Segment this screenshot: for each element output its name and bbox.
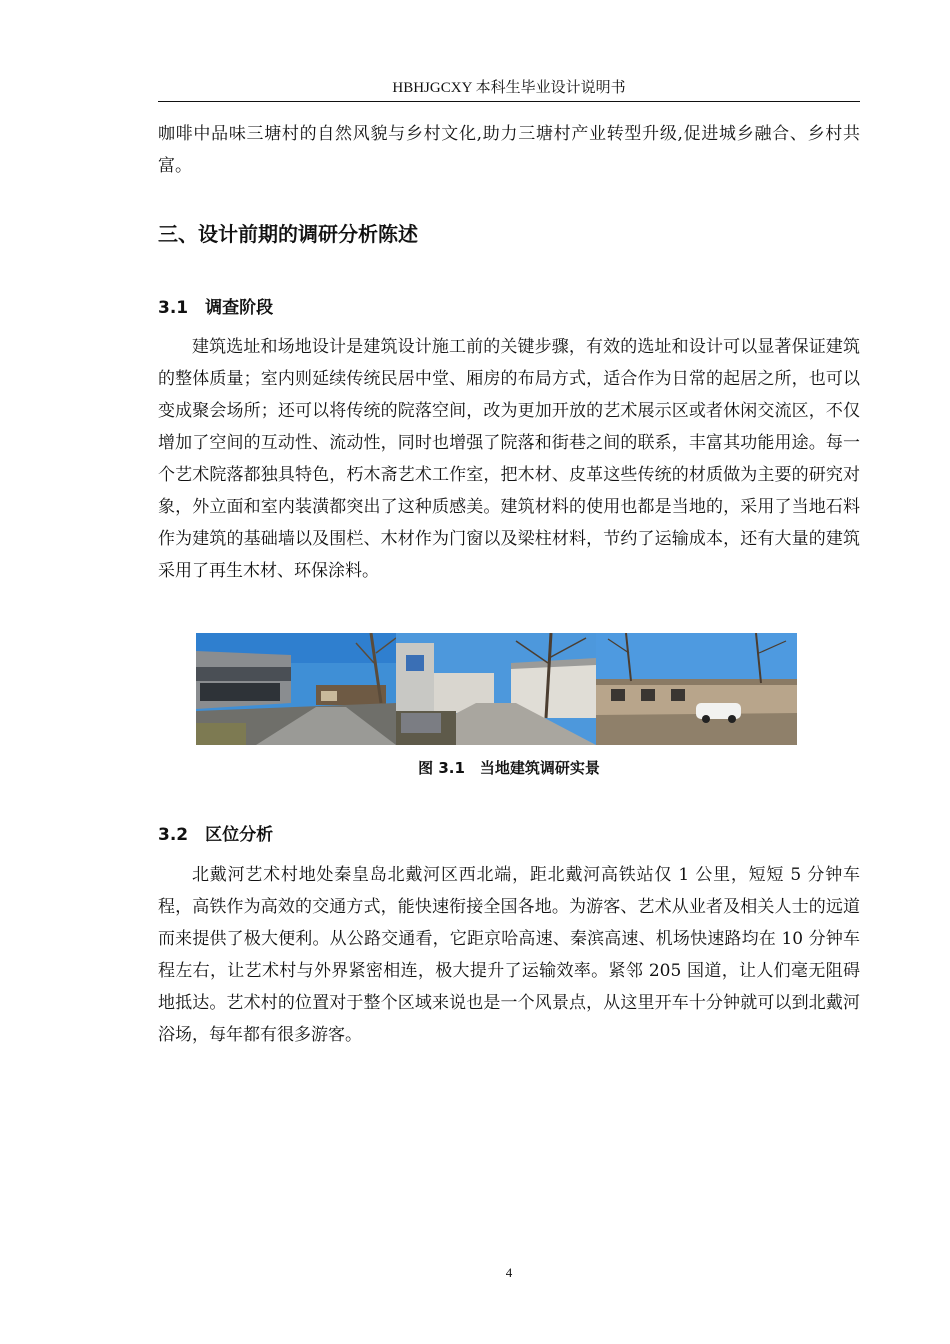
figure-3-1 bbox=[196, 633, 797, 745]
header-rule bbox=[158, 101, 860, 102]
page-number: 4 bbox=[505, 1265, 513, 1280]
page-header-title: HBHJGCXY 本科生毕业设计说明书 bbox=[392, 80, 626, 96]
subsection-heading-3-2: 3.2 区位分析 bbox=[158, 825, 274, 845]
section-heading: 三、设计前期的调研分析陈述 bbox=[158, 222, 418, 246]
subsection-heading-3-1: 3.1 调查阶段 bbox=[158, 298, 274, 318]
photo-house-car bbox=[596, 633, 797, 745]
figure-caption: 图 3.1 当地建筑调研实景 bbox=[418, 759, 600, 777]
photo-building-road bbox=[196, 633, 396, 745]
paragraph-3-1: 建筑选址和场地设计是建筑设计施工前的关键步骤，有效的选址和设计可以显著保证建筑的整体质量；室内则延续传统民居中堂、厢房的布局方式，适合作为日常的起居之所，也可以变成聚会场所；还可以将传统的院落空间，改为更加开放的艺术展示区或者休闲交流区，不仅增加了空间的互动性、流动性，同时也增强了院落和街巷之间的联系，丰富其功能用途。每一个艺术院落都独具特色，朽木斋艺术工作室，把木材、皮革这些传统的材质做为主要的研究对象，外立面和室内装潢都突出了这种质感美。建筑材料的使用也都是当地的，采用了当地石料作为建筑的基础墙以及围栏、木材作为门窗以及梁柱材料，节约了运输成本，还有大量的建筑采用了再生木材、环保涂料。 bbox=[158, 337, 860, 581]
photo-village-lane bbox=[396, 633, 596, 745]
paragraph-3-2: 北戴河艺术村地处秦皇岛北戴河区西北端，距北戴河高铁站仅 1 公里，短短 5 分钟车程，高铁作为高效的交通方式，能快速衔接全国各地。为游客、艺术从业者及相关人士的远道而来提供了极大便利。从公路交通看，它距京哈高速、秦滨高速、机场快速路均在 10 分钟车程左右，让艺术村与外界紧密相连，极大提升了运输效率。紧邻 205 国道，让人们毫无阻碍地抵达。艺术村的位置对于整个区域来说也是一个风景点，从这里开车十分钟就可以到北戴河浴场，每年都有很多游客。 bbox=[158, 865, 860, 1045]
intro-paragraph: 咖啡中品味三塘村的自然风貌与乡村文化,助力三塘村产业转型升级,促进城乡融合、乡村共富。 bbox=[158, 124, 860, 176]
